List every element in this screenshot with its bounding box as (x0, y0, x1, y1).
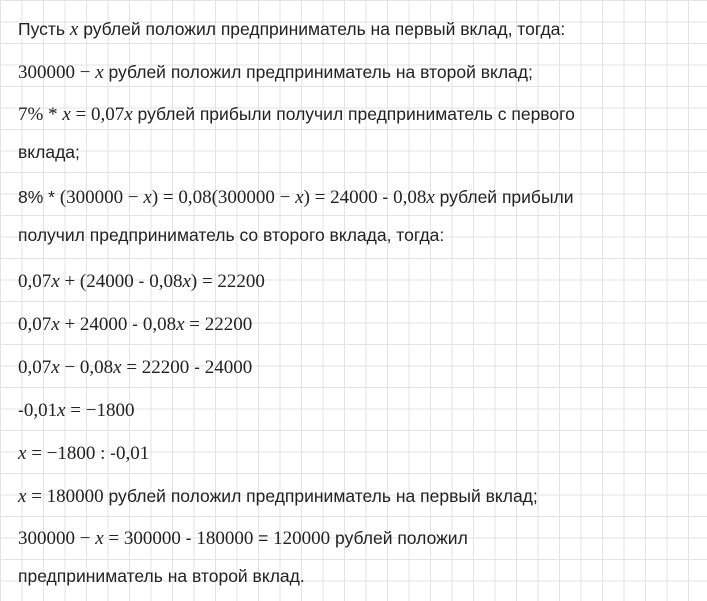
math-variable: x (95, 528, 104, 549)
math-variable: x (176, 314, 185, 335)
text-span: рублей прибыли получил предприниматель с первого (132, 104, 575, 124)
text-span: рублей положил (330, 528, 468, 548)
solution-text (18, 8, 698, 601)
math-variable: x (51, 314, 60, 335)
text-line (18, 51, 698, 94)
math-expression: = 22200 (184, 314, 253, 335)
text-span: рублей прибыли (434, 187, 574, 207)
math-expression: = 22200 (121, 357, 195, 378)
math-expression: = 300000 (103, 528, 186, 549)
text-span: 8% * (18, 187, 60, 207)
math-expression: (300000 − (59, 187, 144, 208)
math-variable: x (426, 187, 435, 208)
math-variable: x (57, 400, 66, 421)
math-expression: = 0,07 (70, 104, 125, 125)
math-expression: 300000 − (18, 528, 96, 549)
equation-line (18, 303, 698, 346)
math-expression: = −1800 : (26, 443, 111, 464)
text-span: вклада; (18, 142, 80, 162)
equation-line (18, 389, 698, 432)
text-line (18, 8, 698, 51)
math-expression: + 24000 (59, 314, 133, 335)
text-span: получил предприниматель со второго вклада, тогда: (18, 225, 445, 245)
math-expression: 0,07 (18, 271, 52, 292)
math-variable: x (62, 104, 71, 125)
math-expression: = 180000 (26, 486, 104, 507)
text-span: - (185, 528, 197, 548)
math-expression: ) = 24000 (303, 187, 383, 208)
equation-line (18, 432, 698, 475)
math-variable: x (182, 271, 191, 292)
text-span: - (132, 314, 143, 334)
math-expression: 120000 (273, 528, 331, 549)
text-span: - (194, 357, 205, 377)
text-span: Пусть (18, 19, 70, 39)
math-variable: x (69, 19, 79, 40)
math-expression: 0,07 (18, 314, 52, 335)
text-line (18, 177, 698, 217)
math-expression: 300000 − (18, 62, 96, 83)
math-expression: 0,08 (142, 314, 177, 335)
text-span: - (18, 400, 24, 420)
text-line (18, 94, 698, 134)
math-expression: ) = 22200 (190, 271, 265, 292)
math-expression: = −1800 (65, 400, 135, 421)
math-variable: x (143, 187, 152, 208)
math-variable: x (51, 357, 60, 378)
math-variable: x (18, 443, 27, 464)
math-variable: x (95, 62, 104, 83)
math-expression: 0,01 (115, 443, 150, 464)
math-expression: ) = 0,08(300000 − (151, 187, 296, 208)
math-variable: x (124, 104, 133, 125)
text-span: рублей положил предприниматель на первый вклад, тогда: (78, 19, 566, 39)
text-span: рублей положил предприниматель на второй вклад; (103, 62, 533, 82)
text-line (18, 475, 698, 518)
text-line (18, 558, 698, 601)
text-span: рублей положил предприниматель на первый вклад; (103, 486, 538, 506)
math-variable: x (295, 187, 304, 208)
text-span: = (258, 528, 274, 548)
text-line (18, 217, 698, 260)
text-line (18, 518, 698, 558)
math-variable: x (113, 357, 122, 378)
text-line (18, 134, 698, 177)
math-variable: x (51, 271, 60, 292)
math-expression: 24000 (204, 357, 253, 378)
math-expression: 180000 (196, 528, 259, 549)
text-span: - (138, 271, 150, 291)
text-span: - (110, 443, 116, 463)
math-expression: 0,08 (393, 187, 427, 208)
math-expression: + (24000 (59, 271, 139, 292)
math-expression: 0,08 (149, 271, 183, 292)
equation-line (18, 346, 698, 389)
math-expression: 0,01 (23, 400, 58, 421)
math-expression: 0,07 (18, 357, 52, 378)
text-span: - (382, 187, 394, 207)
math-expression: − 0,08 (59, 357, 114, 378)
text-span: предприниматель на второй вклад. (18, 566, 305, 586)
math-expression: 7% * (18, 104, 63, 125)
math-variable: x (18, 486, 27, 507)
equation-line (18, 260, 698, 303)
